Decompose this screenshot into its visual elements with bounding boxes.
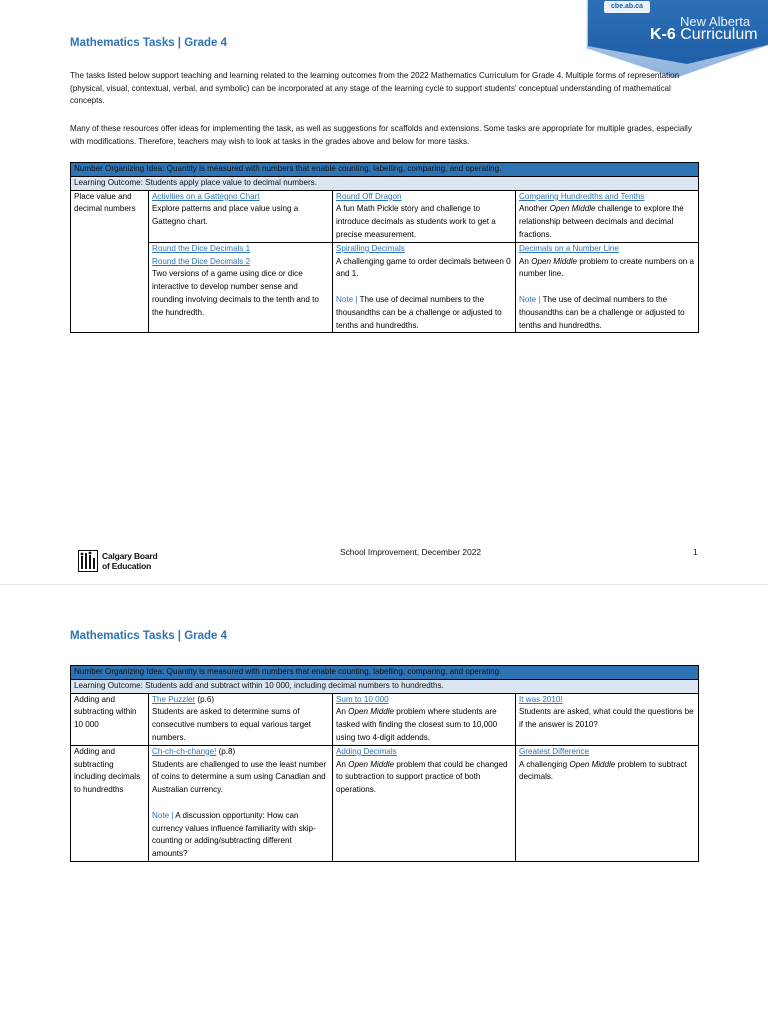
- learning-outcome-row: [71, 176, 699, 190]
- task-description: An Open Middle problem where students are tasked with finding the closest sum to 10,000 using two 4-digit addends.: [336, 707, 498, 742]
- resources-paragraph: Many of these resources offer ideas for implementing the task, as well as suggestions for scaffolds and extensions. Some tasks are appropriate for multiple grades, especially with modifications. Therefore, teachers may wish to look at tasks in the grades above and below for more tasks.: [70, 124, 692, 146]
- tasks-table-add-subtract: [70, 665, 699, 862]
- table-row: [71, 242, 699, 333]
- table-row: [71, 693, 699, 745]
- task-link[interactable]: Ch-ch-ch-change!: [152, 746, 217, 756]
- task-description: Students are asked, what could the questions be if the answer is 2010?: [519, 707, 694, 730]
- task-note: The use of decimal numbers to the thousandths can be a challenge or adjusted to tenths and hundredths.: [336, 294, 502, 330]
- task-description: Another Open Middle challenge to explore the relationship between decimals and decimal fractions.: [519, 204, 684, 239]
- organizing-idea-row: [71, 163, 699, 177]
- task-description-emphasis: Open Middle: [531, 256, 578, 266]
- task-cell: [149, 242, 333, 333]
- page-2: [0, 584, 768, 1025]
- footer-text: School Improvement, December 2022: [340, 547, 482, 557]
- organizing-idea: Number Organizing Idea: Quantity is measured with numbers that enable counting, labelling, comparing, and operating.: [71, 666, 699, 680]
- task-description: problem to create numbers on a number line.: [519, 256, 695, 279]
- banner-title-line2: [650, 26, 758, 44]
- page-number: 1: [693, 547, 698, 557]
- task-cell: [516, 242, 699, 333]
- table-row: [71, 745, 699, 861]
- task-cell: [333, 745, 516, 861]
- banner-curriculum: Curriculum: [680, 26, 758, 43]
- task-description: A fun Math Pickle story and challenge to introduce decimals as students work to get a precise measurement.: [336, 204, 496, 239]
- task-link[interactable]: Decimals on a Number Line: [519, 243, 619, 253]
- task-cell: [516, 190, 699, 242]
- task-cell: [516, 693, 699, 745]
- page-title: Mathematics Tasks | Grade 4: [70, 630, 228, 642]
- task-description: A challenging game to order decimals between 0 and 1.: [336, 256, 511, 279]
- task-link[interactable]: Activities on a Gattegno Chart: [152, 191, 260, 201]
- task-note: A discussion opportunity: How can currency values influence familiarity with skip-counting or adding/subtracting different amounts?: [152, 810, 316, 859]
- task-link[interactable]: Sum to 10 000: [336, 694, 389, 704]
- task-description: problem that could be changed to subtraction to support practice of both operations.: [336, 759, 508, 795]
- topic-cell: Adding and subtracting within 10 000: [71, 693, 149, 745]
- task-description: problem to subtract decimals.: [519, 759, 687, 782]
- task-link[interactable]: Greatest Difference: [519, 746, 590, 756]
- task-description-emphasis: Open Middle: [348, 707, 395, 717]
- note-label: Note |: [336, 294, 358, 304]
- banner-title-line1: New Alberta: [680, 14, 751, 29]
- banner-k6: K-6: [650, 26, 676, 43]
- task-cell: [149, 693, 333, 745]
- topic-cell: Adding and subtracting including decimals to hundredths: [71, 745, 149, 861]
- task-cell: [149, 745, 333, 861]
- note-label: Note |: [519, 294, 541, 304]
- task-cell: [516, 745, 699, 861]
- task-description: An: [519, 256, 529, 266]
- learning-outcome: Learning Outcome: Students apply place value to decimal numbers.: [71, 176, 699, 190]
- task-cell: [333, 190, 516, 242]
- task-description: Two versions of a game using dice or dice interactive to develop number sense and rounding involving decimals to the tenth and to the hundredth.: [152, 269, 319, 317]
- table-row: [71, 190, 699, 242]
- task-note: The use of decimal numbers to the thousandths can be a challenge or adjusted to tenths and hundredths.: [519, 294, 685, 330]
- organizing-idea: Number Organizing Idea: Quantity is measured with numbers that enable counting, labelling, comparing, and operating.: [71, 163, 699, 177]
- task-description: A challenging: [519, 759, 568, 769]
- logo-line-2: of Education: [102, 561, 152, 571]
- task-description: Students are challenged to use the least number of coins to determine a sum using Canadian and Australian currency.: [152, 759, 327, 795]
- task-link[interactable]: Round the Dice Decimals 2: [152, 256, 251, 266]
- topic-cell: Place value and decimal numbers: [71, 190, 149, 333]
- intro-paragraph: The tasks listed below support teaching and learning related to the learning outcomes from the 2022 Mathematics Curriculum for Grade 4. Multiple forms of representation (physical, visual, contextual, verbal, and symbolic) can be incorporated at any stage of the learning cycle to support students' conceptual understanding of mathematical concepts.: [70, 71, 680, 105]
- note-label: Note |: [152, 810, 174, 820]
- banner-url[interactable]: cbe.ab.ca: [604, 1, 650, 13]
- organizing-idea-row: [71, 666, 699, 680]
- cbe-logo: [78, 550, 158, 574]
- task-link[interactable]: Round Off Dragon: [336, 191, 402, 201]
- task-cell: [149, 190, 333, 242]
- task-link[interactable]: Comparing Hundredths and Tenths: [519, 191, 645, 201]
- logo-line-1: Calgary Board: [102, 551, 158, 561]
- cbe-logo-text: [102, 551, 158, 571]
- page-title: Mathematics Tasks | Grade 4: [70, 37, 228, 49]
- task-description-emphasis: Open Middle: [348, 759, 395, 769]
- page-reference: (p.6): [197, 694, 215, 704]
- task-link[interactable]: Spiralling Decimals: [336, 243, 405, 253]
- task-cell: [333, 693, 516, 745]
- task-cell: [333, 242, 516, 333]
- cbe-logo-icon: [78, 550, 98, 572]
- task-link[interactable]: Adding Decimals: [336, 746, 397, 756]
- page-reference: (p.8): [218, 746, 236, 756]
- learning-outcome: Learning Outcome: Students add and subtract within 10 000, including decimal numbers to hundredths.: [71, 679, 699, 693]
- task-link[interactable]: It was 2010!: [519, 694, 563, 704]
- task-description: Explore patterns and place value using a Gattegno chart.: [152, 204, 299, 227]
- learning-outcome-row: [71, 679, 699, 693]
- task-description-emphasis: Open Middle: [549, 204, 596, 214]
- task-description: Students are asked to determine sums of consecutive numbers to equal various target numbers.: [152, 707, 311, 742]
- task-link[interactable]: Round the Dice Decimals 1: [152, 243, 251, 253]
- task-link[interactable]: The Puzzler: [152, 694, 196, 704]
- tasks-table-place-value: [70, 162, 699, 333]
- task-description-emphasis: Open Middle: [569, 759, 616, 769]
- task-description: An: [336, 759, 346, 769]
